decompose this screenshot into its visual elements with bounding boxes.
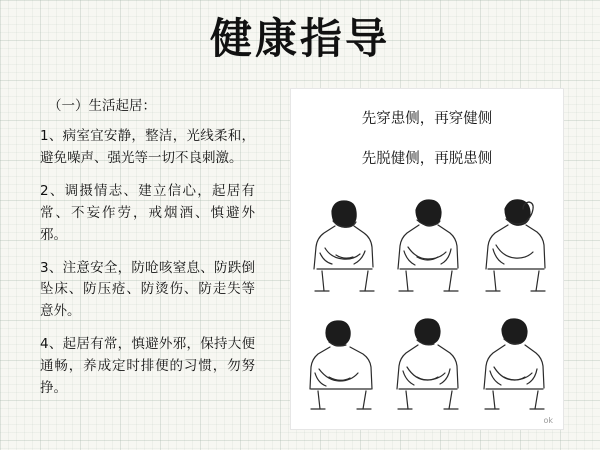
paragraph-4: 4、起居有常，慎避外邪，保持大便通畅，养成定时排便的习惯，勿努挣。 <box>40 336 255 396</box>
person-dressing-step-6-icon <box>472 311 552 415</box>
person-dressing-step-4-icon <box>302 311 382 415</box>
person-dressing-step-2-icon <box>387 193 467 297</box>
panel-caption-line-2: 先脱健侧，再脱患侧 <box>361 151 493 167</box>
paragraph-3: 3、注意安全，防呛咳窒息、防跌倒坠床、防压疮、防烫伤、防走失等意外。 <box>40 259 255 320</box>
paragraph-2: 2、调摄情志、建立信心，起居有常、不妄作劳，戒烟酒、慎避外邪。 <box>40 182 255 243</box>
person-dressing-step-3-icon <box>472 193 552 297</box>
section-heading: （一）生活起居： <box>48 98 156 114</box>
page-title: 健康指导 <box>209 14 390 63</box>
panel-caption-line-1: 先穿患侧，再穿健侧 <box>361 111 493 127</box>
left-text-column <box>40 96 255 411</box>
figure-row-top <box>299 189 555 297</box>
illustration-panel <box>290 88 564 430</box>
person-dressing-step-5-icon <box>387 311 467 415</box>
panel-signature: ok <box>543 416 553 425</box>
paragraph-1: 1、病室宜安静，整洁，光线柔和，避免噪声、强光等一切不良刺激。 <box>40 128 255 167</box>
person-dressing-step-1-icon <box>302 193 382 297</box>
figure-grid <box>299 189 555 419</box>
figure-row-bottom <box>299 307 555 415</box>
